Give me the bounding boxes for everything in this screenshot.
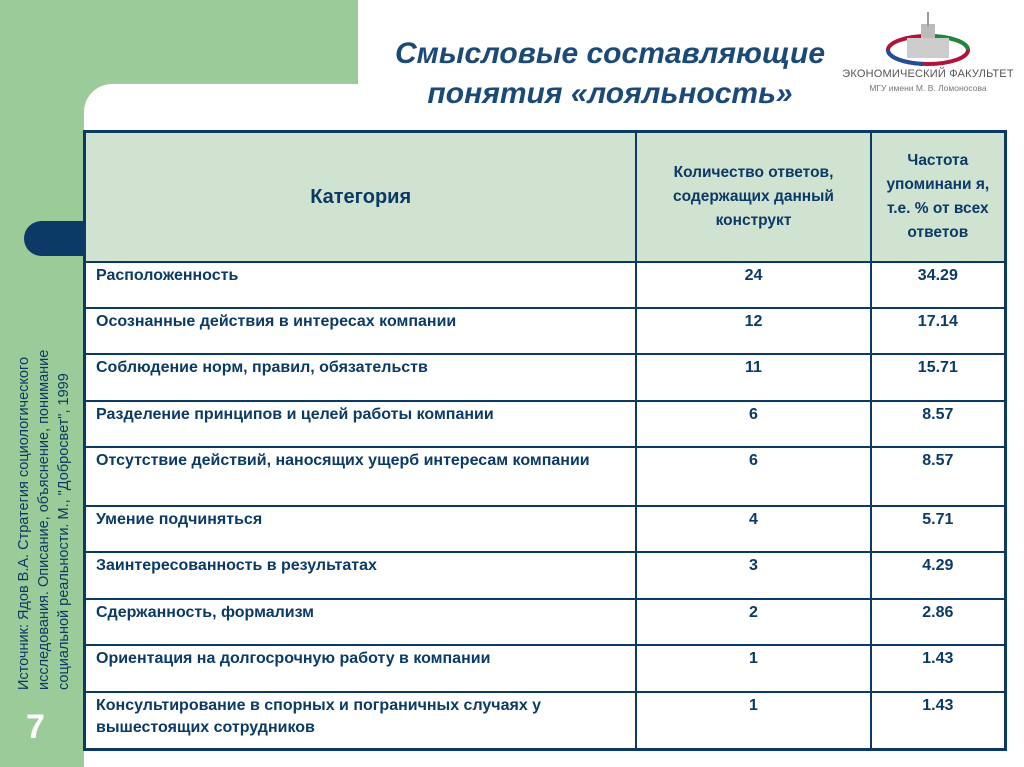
row-percent: 17.14 [871, 308, 1006, 354]
row-count: 24 [636, 262, 870, 308]
row-count: 4 [636, 506, 870, 552]
row-category: Сдержанность, формализм [85, 599, 637, 645]
table-header-row [85, 132, 1006, 262]
table-row [85, 692, 1006, 750]
row-count: 12 [636, 308, 870, 354]
header-count: Количество ответов, содержащих данный конструкт [636, 132, 870, 262]
logo-faculty-name: ЭКОНОМИЧЕСКИЙ ФАКУЛЬТЕТ [842, 68, 1014, 80]
faculty-logo [838, 10, 1018, 110]
source-citation [14, 260, 74, 690]
source-line: социальной реальности. М., "Добросвет", 1999 [56, 373, 72, 690]
table-row [85, 308, 1006, 354]
title-line: понятия «лояльность» [427, 77, 793, 110]
row-count: 11 [636, 354, 870, 401]
row-category: Умение подчиняться [85, 506, 637, 552]
header-percent: Частота упоминани я, т.е. % от всех ответов [871, 132, 1006, 262]
row-percent: 5.71 [871, 506, 1006, 552]
row-category: Консультирование в спорных и пограничных случаях у вышестоящих сотрудников [85, 692, 637, 750]
row-percent: 4.29 [871, 552, 1006, 599]
row-count: 1 [636, 692, 870, 750]
table-row [85, 645, 1006, 692]
row-count: 3 [636, 552, 870, 599]
row-percent: 8.57 [871, 447, 1006, 506]
row-category: Осознанные действия в интересах компании [85, 308, 637, 354]
row-category: Разделение принципов и целей работы компании [85, 401, 637, 447]
row-category: Заинтересованность в результатах [85, 552, 637, 599]
table-row [85, 552, 1006, 599]
table-row [85, 506, 1006, 552]
row-percent: 2.86 [871, 599, 1006, 645]
title-line: Смысловые составляющие [394, 37, 826, 70]
table-row [85, 447, 1006, 506]
source-line: Источник: Ядов В.А. Стратегия социологического [16, 356, 32, 690]
page-number: 7 [26, 708, 45, 746]
row-percent: 8.57 [871, 401, 1006, 447]
row-count: 2 [636, 599, 870, 645]
source-line: исследования. Описание, объяснение, понимание [36, 349, 52, 690]
row-percent: 15.71 [871, 354, 1006, 401]
row-category: Расположенность [85, 262, 637, 308]
logo-university-name: МГУ имени М. В. Ломоносова [869, 83, 987, 93]
row-category: Отсутствие действий, наносящих ущерб интересам компании [85, 447, 637, 506]
decor-tab [24, 221, 86, 256]
row-count: 6 [636, 401, 870, 447]
row-percent: 34.29 [871, 262, 1006, 308]
row-category: Соблюдение норм, правил, обязательств [85, 354, 637, 401]
row-category: Ориентация на долгосрочную работу в компании [85, 645, 637, 692]
loyalty-components-table [83, 130, 1007, 751]
row-count: 1 [636, 645, 870, 692]
row-percent: 1.43 [871, 692, 1006, 750]
msu-building-icon [883, 10, 973, 72]
slide-title [340, 34, 880, 114]
header-category: Категория [85, 132, 637, 262]
row-percent: 1.43 [871, 645, 1006, 692]
table-row [85, 599, 1006, 645]
row-count: 6 [636, 447, 870, 506]
table-row [85, 401, 1006, 447]
table-row [85, 354, 1006, 401]
table-row [85, 262, 1006, 308]
